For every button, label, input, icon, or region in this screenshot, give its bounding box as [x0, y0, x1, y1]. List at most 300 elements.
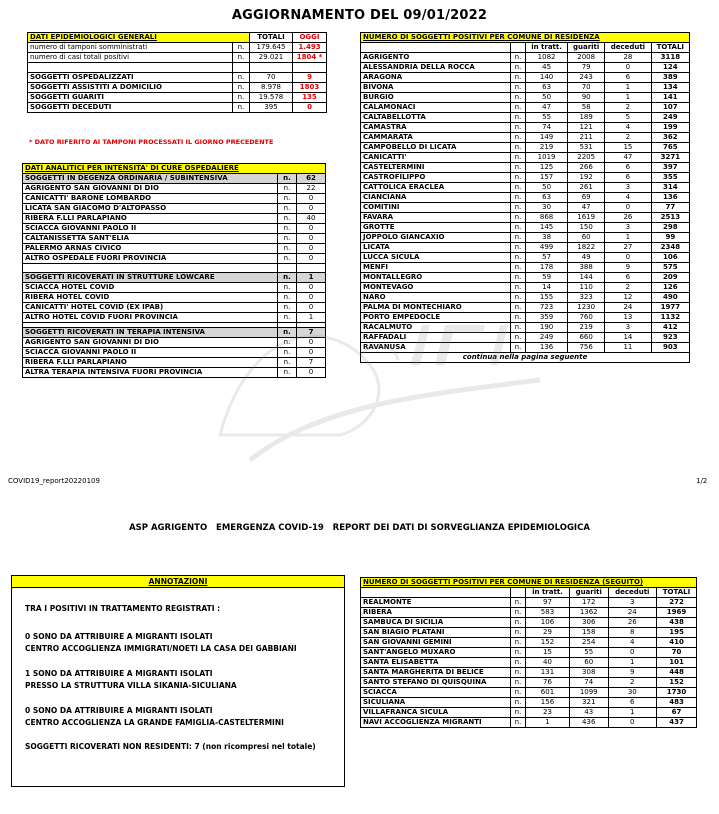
- comune-value: 134: [651, 83, 689, 93]
- comune-name: SANT'ANGELO MUXARO: [361, 648, 511, 658]
- comune-value: 2: [608, 678, 657, 688]
- comune-name: CASTELTERMINI: [361, 163, 511, 173]
- continue-note: continua nella pagina seguente: [361, 353, 690, 363]
- unit: n.: [511, 183, 526, 193]
- comuni-row: [361, 83, 690, 93]
- hospital-group-value: 62: [297, 174, 326, 184]
- hospital-row: [23, 204, 326, 214]
- unit: n.: [511, 628, 526, 638]
- hospital-value: 0: [297, 254, 326, 264]
- col-oggi: OGGI: [293, 33, 327, 43]
- comune-value: 388: [568, 263, 605, 273]
- comune-name: RAVANUSA: [361, 343, 511, 353]
- comuni-row: [361, 638, 697, 648]
- comune-value: 3: [605, 323, 652, 333]
- general-label: numero di casi totali positivi: [28, 53, 233, 63]
- general-totali: 29.021: [250, 53, 293, 63]
- comune-value: 77: [651, 203, 689, 213]
- general-totali: 179.645: [250, 43, 293, 53]
- comune-name: SANTA MARGHERITA DI BELICE: [361, 668, 511, 678]
- unit: n.: [511, 293, 526, 303]
- comune-value: 24: [608, 608, 657, 618]
- unit: n.: [511, 313, 526, 323]
- comune-value: 254: [569, 638, 608, 648]
- comune-value: 9: [605, 263, 652, 273]
- comune-value: 3: [605, 223, 652, 233]
- comune-name: CALTABELLOTTA: [361, 113, 511, 123]
- report-subtitle: ASP AGRIGENTO EMERGENZA COVID-19 REPORT DEI DATI DI SORVEGLIANZA EPIDEMIOLOGICA: [129, 523, 590, 533]
- comuni-row: [361, 658, 697, 668]
- comuni-row: [361, 193, 690, 203]
- blank-cell: [511, 43, 526, 53]
- hospital-row: [23, 254, 326, 264]
- comune-value: 70: [568, 83, 605, 93]
- comune-value: 5: [605, 113, 652, 123]
- unit: n.: [511, 283, 526, 293]
- comune-name: BIVONA: [361, 83, 511, 93]
- comuni-row: [361, 618, 697, 628]
- unit: n.: [511, 323, 526, 333]
- comune-value: 45: [526, 63, 568, 73]
- comuni-row: [361, 678, 697, 688]
- comune-value: 47: [605, 153, 652, 163]
- comune-value: 13: [605, 313, 652, 323]
- comuni-row: [361, 143, 690, 153]
- comune-name: FAVARA: [361, 213, 511, 223]
- col-totali: TOTALI: [250, 33, 293, 43]
- unit: n.: [511, 123, 526, 133]
- comune-value: 3271: [651, 153, 689, 163]
- hospital-value: 40: [297, 214, 326, 224]
- comune-value: 531: [568, 143, 605, 153]
- comune-value: 3118: [651, 53, 689, 63]
- hospital-group-row: [23, 273, 326, 283]
- spacer-cell: [23, 264, 278, 273]
- comune-value: 243: [568, 73, 605, 83]
- hospital-value: 0: [297, 283, 326, 293]
- general-totali: 8.978: [250, 83, 293, 93]
- comuni-table-continued: [360, 577, 697, 728]
- comune-value: 355: [651, 173, 689, 183]
- comune-value: 55: [569, 648, 608, 658]
- hospital-group-value: 7: [297, 328, 326, 338]
- comune-value: 152: [657, 678, 697, 688]
- comune-value: 389: [651, 73, 689, 83]
- comune-value: 2: [605, 283, 652, 293]
- comuni-row: [361, 273, 690, 283]
- spacer-row: [23, 264, 326, 273]
- comuni-row: [361, 668, 697, 678]
- hospital-label: ALTRO OSPEDALE FUORI PROVINCIA: [23, 254, 278, 264]
- comune-value: 1362: [569, 608, 608, 618]
- comune-value: 2513: [651, 213, 689, 223]
- comune-value: 69: [568, 193, 605, 203]
- comune-value: 6: [605, 163, 652, 173]
- unit: n.: [233, 43, 250, 53]
- comune-value: 97: [526, 598, 570, 608]
- comune-value: 30: [526, 203, 568, 213]
- general-totali: 70: [250, 73, 293, 83]
- unit: n.: [511, 143, 526, 153]
- comune-value: 1: [608, 658, 657, 668]
- comune-value: 158: [569, 628, 608, 638]
- comune-name: CATTOLICA ERACLEA: [361, 183, 511, 193]
- unit: n.: [511, 163, 526, 173]
- unit: n.: [511, 688, 526, 698]
- comune-value: 12: [605, 293, 652, 303]
- comuni-row: [361, 173, 690, 183]
- comune-value: 575: [651, 263, 689, 273]
- comune-value: 144: [568, 273, 605, 283]
- general-oggi: 1804 *: [293, 53, 327, 63]
- report-id: COVID19_report20220109: [8, 477, 100, 485]
- comune-name: LICATA: [361, 243, 511, 253]
- unit: n.: [511, 233, 526, 243]
- comune-value: 140: [526, 73, 568, 83]
- comune-value: 8: [608, 628, 657, 638]
- comune-name: RACALMUTO: [361, 323, 511, 333]
- comune-value: 4: [605, 123, 652, 133]
- unit: n.: [278, 368, 297, 378]
- spacer-cell: [28, 63, 233, 73]
- unit: n.: [278, 283, 297, 293]
- blank-cell: [511, 588, 526, 598]
- hospital-value: 0: [297, 293, 326, 303]
- comune-value: 152: [526, 638, 570, 648]
- comuni-header-row: [361, 33, 690, 43]
- blank-cell: [361, 43, 511, 53]
- comune-value: 0: [608, 718, 657, 728]
- comune-name: VILLAFRANCA SICULA: [361, 708, 511, 718]
- comuni-columns-row: [361, 588, 697, 598]
- comune-value: 24: [605, 303, 652, 313]
- comune-value: 1: [526, 718, 570, 728]
- comune-value: 74: [526, 123, 568, 133]
- comuni-row: [361, 223, 690, 233]
- comune-value: 1977: [651, 303, 689, 313]
- comune-value: 14: [526, 283, 568, 293]
- general-oggi: 0: [293, 103, 327, 113]
- hospital-row: [23, 184, 326, 194]
- unit: n.: [233, 93, 250, 103]
- hospital-value: 0: [297, 348, 326, 358]
- comune-value: 760: [568, 313, 605, 323]
- general-totali: 19.578: [250, 93, 293, 103]
- comune-value: 136: [526, 343, 568, 353]
- comune-value: 28: [605, 53, 652, 63]
- hospital-header-row: [23, 164, 326, 174]
- general-row: [28, 53, 327, 63]
- hospital-label: CANICATTI' BARONE LOMBARDO: [23, 194, 278, 204]
- annotation-line: 0 SONO DA ATTRIBUIRE A MIGRANTI ISOLATI: [25, 706, 213, 715]
- comune-value: 30: [608, 688, 657, 698]
- unit: n.: [278, 224, 297, 234]
- spacer-cell: [250, 63, 293, 73]
- hospital-label: LICATA SAN GIACOMO D'ALTOPASSO: [23, 204, 278, 214]
- comune-value: 903: [651, 343, 689, 353]
- comune-value: 321: [569, 698, 608, 708]
- comune-name: RAFFADALI: [361, 333, 511, 343]
- unit: n.: [511, 193, 526, 203]
- comuni-row: [361, 608, 697, 618]
- comune-value: 601: [526, 688, 570, 698]
- comune-value: 0: [605, 63, 652, 73]
- comune-value: 126: [651, 283, 689, 293]
- comune-value: 490: [651, 293, 689, 303]
- comune-value: 6: [605, 273, 652, 283]
- hospital-label: RIBERA HOTEL COVID: [23, 293, 278, 303]
- comuni-col-header: TOTALI: [651, 43, 689, 53]
- comune-name: SICULIANA: [361, 698, 511, 708]
- general-header: DATI EPIDEMIOLOGICI GENERALI: [28, 33, 250, 43]
- comune-value: 1: [608, 708, 657, 718]
- comune-value: 195: [657, 628, 697, 638]
- general-oggi: 1803: [293, 83, 327, 93]
- hospital-group-row: [23, 174, 326, 184]
- unit: n.: [278, 194, 297, 204]
- unit: n.: [278, 338, 297, 348]
- comune-value: 155: [526, 293, 568, 303]
- comuni-col-header: in tratt.: [526, 588, 570, 598]
- unit: n.: [511, 648, 526, 658]
- unit: n.: [511, 273, 526, 283]
- comune-value: 11: [605, 343, 652, 353]
- comune-name: NAVI ACCOGLIENZA MIGRANTI: [361, 718, 511, 728]
- comuni-row: [361, 93, 690, 103]
- comune-value: 410: [657, 638, 697, 648]
- comune-value: 6: [605, 73, 652, 83]
- comune-value: 1230: [568, 303, 605, 313]
- comuni-col-header: in tratt.: [526, 43, 568, 53]
- annotation-line: CENTRO ACCOGLIENZA IMMIGRATI/NOETI LA CASA DEI GABBIANI: [25, 644, 297, 653]
- comune-name: SCIACCA: [361, 688, 511, 698]
- unit: n.: [511, 698, 526, 708]
- comune-name: JOPPOLO GIANCAXIO: [361, 233, 511, 243]
- comune-value: 272: [657, 598, 697, 608]
- comuni-header: NUMERO DI SOGGETTI POSITIVI PER COMUNE DI RESIDENZA (SEGUITO): [361, 578, 697, 588]
- comuni-col-header: deceduti: [608, 588, 657, 598]
- comuni-row: [361, 183, 690, 193]
- hospital-value: 0: [297, 194, 326, 204]
- comune-value: 74: [569, 678, 608, 688]
- comune-value: 60: [568, 233, 605, 243]
- general-oggi: 9: [293, 73, 327, 83]
- comune-value: 0: [605, 253, 652, 263]
- spacer-cell: [293, 63, 327, 73]
- unit: n.: [511, 243, 526, 253]
- comune-name: SAMBUCA DI SICILIA: [361, 618, 511, 628]
- comune-name: SAN BIAGIO PLATANI: [361, 628, 511, 638]
- unit: n.: [511, 83, 526, 93]
- comune-value: 1: [605, 233, 652, 243]
- comune-value: 2348: [651, 243, 689, 253]
- comune-value: 50: [526, 93, 568, 103]
- unit: n.: [511, 718, 526, 728]
- comuni-row: [361, 133, 690, 143]
- comune-value: 15: [605, 143, 652, 153]
- unit: n.: [278, 184, 297, 194]
- comuni-col-header: guariti: [569, 588, 608, 598]
- comune-value: 6: [605, 173, 652, 183]
- annotations-box: [11, 575, 345, 787]
- comuni-header: NUMERO DI SOGGETTI POSITIVI PER COMUNE DI RESIDENZA: [361, 33, 690, 43]
- unit: n.: [511, 598, 526, 608]
- comune-value: 79: [568, 63, 605, 73]
- comune-value: 219: [568, 323, 605, 333]
- comune-value: 57: [526, 253, 568, 263]
- hospital-label: RIBERA F.LLI PARLAPIANO: [23, 214, 278, 224]
- general-row: [28, 103, 327, 113]
- comune-value: 26: [608, 618, 657, 628]
- unit: n.: [278, 204, 297, 214]
- general-oggi: 135: [293, 93, 327, 103]
- comune-value: 308: [569, 668, 608, 678]
- comune-name: CAMMARATA: [361, 133, 511, 143]
- comune-name: SANTA ELISABETTA: [361, 658, 511, 668]
- comuni-row: [361, 718, 697, 728]
- comuni-row: [361, 233, 690, 243]
- unit: n.: [511, 333, 526, 343]
- unit: n.: [278, 273, 297, 283]
- hospital-row: [23, 244, 326, 254]
- unit: n.: [511, 303, 526, 313]
- comune-value: 436: [569, 718, 608, 728]
- comune-value: 40: [526, 658, 570, 668]
- unit: n.: [511, 53, 526, 63]
- comune-value: 209: [651, 273, 689, 283]
- comune-value: 2205: [568, 153, 605, 163]
- comuni-row: [361, 123, 690, 133]
- comune-value: 219: [526, 143, 568, 153]
- comune-value: 0: [605, 203, 652, 213]
- comune-value: 107: [651, 103, 689, 113]
- hospital-value: 0: [297, 224, 326, 234]
- hospital-label: SCIACCA GIOVANNI PAOLO II: [23, 224, 278, 234]
- hospital-value: 0: [297, 244, 326, 254]
- comune-name: AGRIGENTO: [361, 53, 511, 63]
- comune-value: 99: [651, 233, 689, 243]
- comune-value: 4: [605, 193, 652, 203]
- annotations-header: ANNOTAZIONI: [12, 576, 344, 588]
- comune-value: 101: [657, 658, 697, 668]
- comune-value: 157: [526, 173, 568, 183]
- comune-value: 14: [605, 333, 652, 343]
- comune-value: 149: [526, 133, 568, 143]
- unit: n.: [278, 328, 297, 338]
- hospital-group-title: SOGGETTI IN DEGENZA ORDINARIA / SUBINTENSIVA: [23, 174, 278, 184]
- spacer-cell: [233, 63, 250, 73]
- comune-value: 63: [526, 83, 568, 93]
- comune-value: 249: [651, 113, 689, 123]
- comuni-row: [361, 53, 690, 63]
- comuni-header-row: [361, 578, 697, 588]
- watermark-logo-icon: [160, 285, 560, 485]
- unit: n.: [233, 83, 250, 93]
- hospital-label: SCIACCA HOTEL COVID: [23, 283, 278, 293]
- hospital-label: AGRIGENTO SAN GIOVANNI DI DIO: [23, 338, 278, 348]
- comune-name: CASTROFILIPPO: [361, 173, 511, 183]
- comune-value: 23: [526, 708, 570, 718]
- general-row: [28, 73, 327, 83]
- annotation-line: 1 SONO DA ATTRIBUIRE A MIGRANTI ISOLATI: [25, 669, 213, 678]
- comuni-row: [361, 253, 690, 263]
- hospital-group-title: SOGGETTI RICOVERATI IN STRUTTURE LOWCARE: [23, 273, 278, 283]
- comune-value: 483: [657, 698, 697, 708]
- unit: n.: [278, 214, 297, 224]
- unit: n.: [511, 658, 526, 668]
- comune-value: 1019: [526, 153, 568, 163]
- comune-value: 261: [568, 183, 605, 193]
- comune-value: 50: [526, 183, 568, 193]
- comune-value: 266: [568, 163, 605, 173]
- comune-value: 0: [608, 648, 657, 658]
- comuni-row: [361, 708, 697, 718]
- comune-value: 110: [568, 283, 605, 293]
- unit: n.: [278, 303, 297, 313]
- comune-name: BURGIO: [361, 93, 511, 103]
- comuni-row: [361, 243, 690, 253]
- comune-value: 60: [569, 658, 608, 668]
- unit: n.: [511, 608, 526, 618]
- comune-value: 145: [526, 223, 568, 233]
- annotation-line: SOGGETTI RICOVERATI NON RESIDENTI: 7 (non ricompresi nel totale): [25, 742, 316, 751]
- hospital-value: 7: [297, 358, 326, 368]
- hospital-value: 0: [297, 338, 326, 348]
- comune-value: 756: [568, 343, 605, 353]
- comuni-row: [361, 648, 697, 658]
- general-data-note: * DATO RIFERITO AI TAMPONI PROCESSATI IL GIORNO PRECEDENTE: [29, 138, 274, 146]
- comune-value: 1822: [568, 243, 605, 253]
- comune-value: 923: [651, 333, 689, 343]
- spacer-cell: [278, 264, 297, 273]
- comune-value: 397: [651, 163, 689, 173]
- spacer-row: [28, 63, 327, 73]
- comuni-col-header: guariti: [568, 43, 605, 53]
- comuni-row: [361, 73, 690, 83]
- comuni-row: [361, 213, 690, 223]
- hospital-group-title: SOGGETTI RICOVERATI IN TERAPIA INTENSIVA: [23, 328, 278, 338]
- unit: n.: [233, 73, 250, 83]
- general-totali: 395: [250, 103, 293, 113]
- comune-value: 192: [568, 173, 605, 183]
- unit: n.: [278, 313, 297, 323]
- comune-value: 190: [526, 323, 568, 333]
- comune-value: 178: [526, 263, 568, 273]
- comune-value: 1969: [657, 608, 697, 618]
- comune-value: 27: [605, 243, 652, 253]
- general-row: [28, 83, 327, 93]
- comune-value: 362: [651, 133, 689, 143]
- comune-name: CIANCIANA: [361, 193, 511, 203]
- annotation-line: TRA I POSITIVI IN TRATTAMENTO REGISTRATI :: [25, 604, 221, 613]
- comune-value: 448: [657, 668, 697, 678]
- comuni-row: [361, 628, 697, 638]
- unit: n.: [278, 174, 297, 184]
- hospital-label: RIBERA F.LLI PARLAPIANO: [23, 358, 278, 368]
- unit: n.: [278, 348, 297, 358]
- unit: n.: [233, 103, 250, 113]
- hospital-row: [23, 224, 326, 234]
- comune-value: 868: [526, 213, 568, 223]
- comune-value: 583: [526, 608, 570, 618]
- general-label: SOGGETTI ASSISTITI A DOMICILIO: [28, 83, 233, 93]
- general-label: SOGGETTI OSPEDALIZZATI: [28, 73, 233, 83]
- comune-value: 323: [568, 293, 605, 303]
- hospital-label: CALTANISSETTA SANT'ELIA: [23, 234, 278, 244]
- hospital-label: ALTRA TERAPIA INTENSIVA FUORI PROVINCIA: [23, 368, 278, 378]
- comune-value: 43: [569, 708, 608, 718]
- general-label: numero di tamponi somministrati: [28, 43, 233, 53]
